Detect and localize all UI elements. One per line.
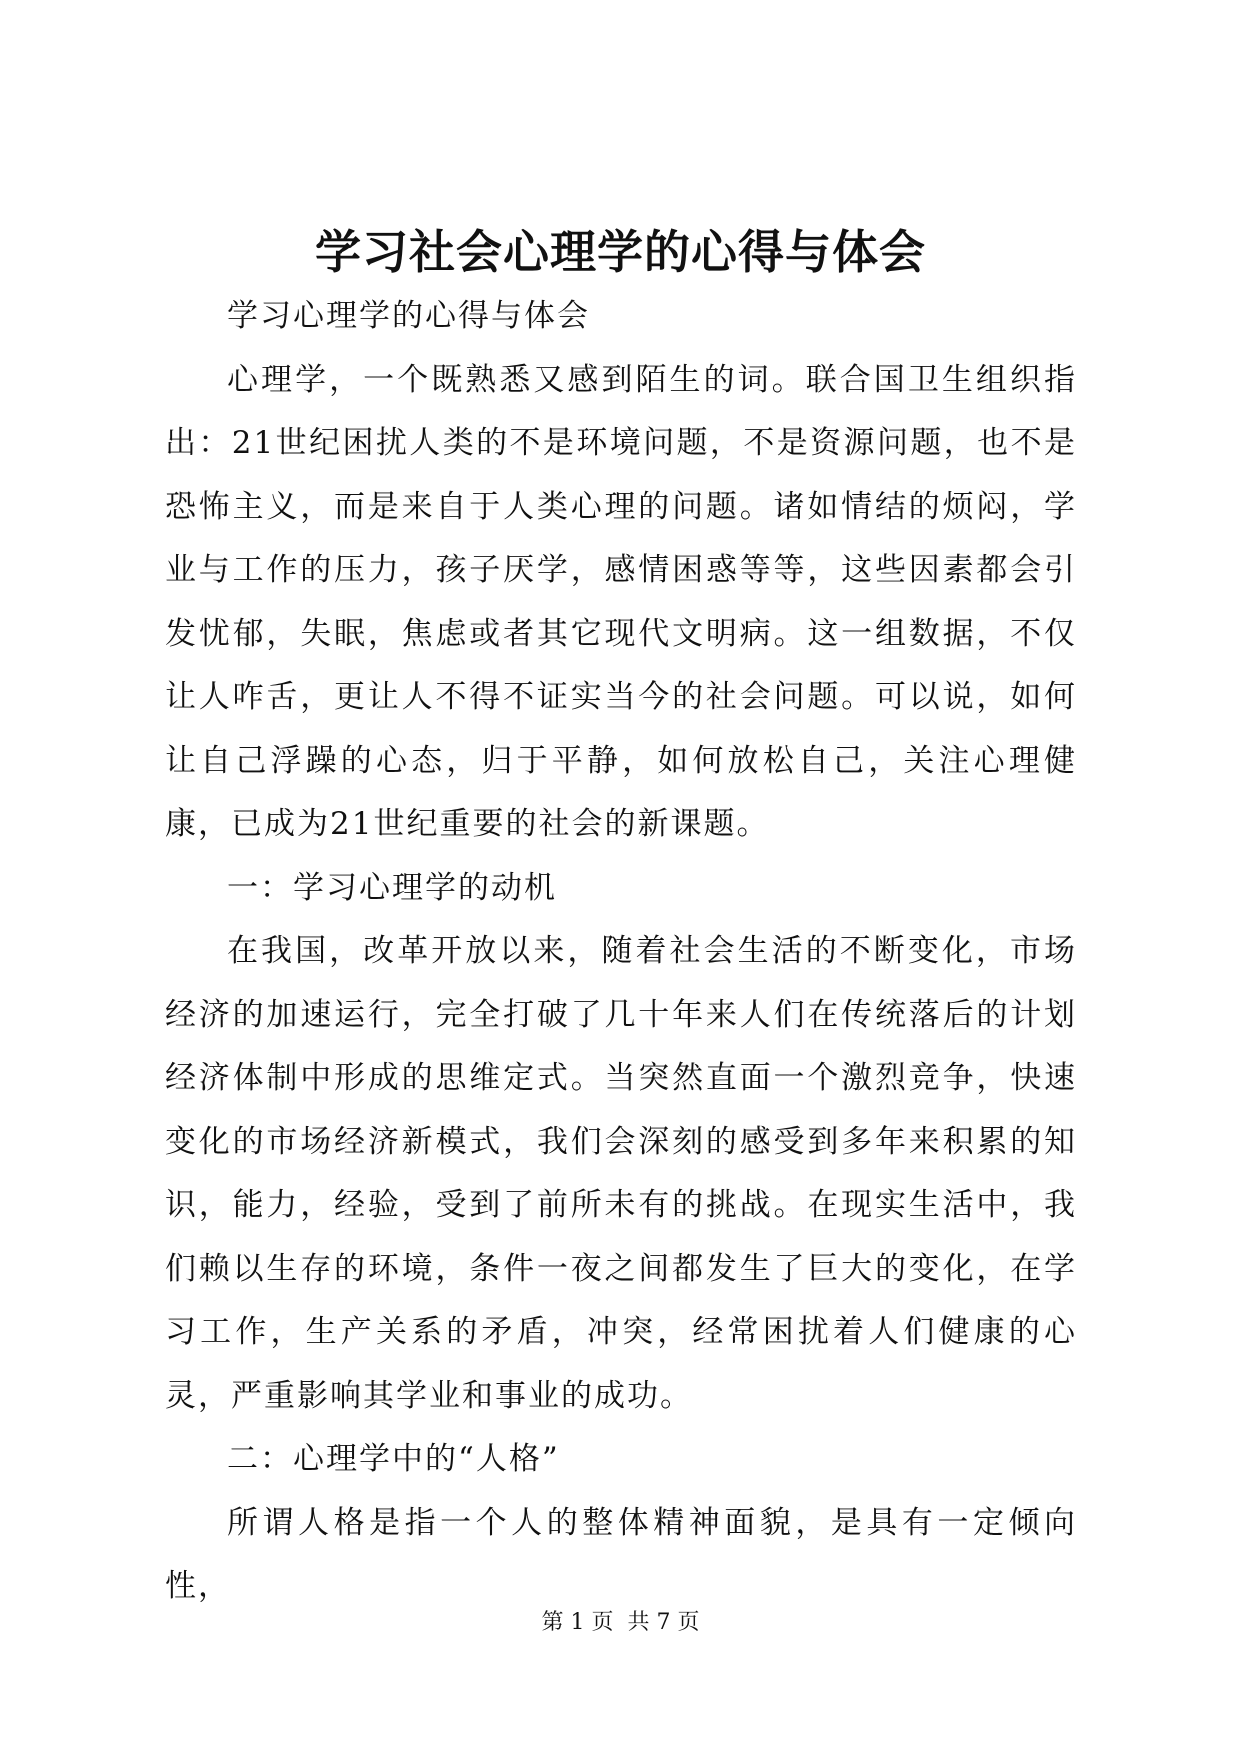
section-heading-motivation: 一：学习心理学的动机 (227, 869, 557, 906)
paragraph-subtitle: 学习心理学的心得与体会 (227, 298, 590, 334)
document-body (165, 285, 1077, 1619)
paragraph-personality: 所谓人格是指一个人的整体精神面貌，是具有一定倾向性， (165, 1504, 1077, 1604)
page-number: 第 1 页 共 7 页 (541, 1610, 700, 1635)
paragraph-intro: 心理学，一个既熟悉又感到陌生的词。联合国卫生组织指出：21世纪困扰人类的不是环境问题，不是资源问题，也不是恐怖主义，而是来自于人类心理的问题。诸如情结的烦闷，学业与工作的压力，孩子厌学，感情困惑等等，这些因素都会引发忧郁，失眠，焦虑或者其它现代文明病。这一组数据，不仅让人咋舌，更让人不得不证实当今的社会问题。可以说，如何让自己浮躁的心态，归于平静，如何放松自己，关注心理健康，已成为21世纪重要的社会的新课题。 (165, 361, 1077, 842)
section-heading-personality: 二：心理学中的“人格” (227, 1441, 560, 1477)
page-footer (0, 1608, 1241, 1638)
paragraph-motivation: 在我国，改革开放以来，随着社会生活的不断变化，市场经济的加速运行，完全打破了几十年来人们在传统落后的计划经济体制中形成的思维定式。当突然直面一个激烈竞争，快速变化的市场经济新模式，我们会深刻的感受到多年来积累的知识，能力，经验，受到了前所未有的挑战。在现实生活中，我们赖以生存的环境，条件一夜之间都发生了巨大的变化，在学习工作，生产关系的矛盾，冲突，经常困扰着人们健康的心灵，严重影响其学业和事业的成功。 (165, 933, 1077, 1414)
document-title: 学习社会心理学的心得与体会 (315, 225, 926, 279)
